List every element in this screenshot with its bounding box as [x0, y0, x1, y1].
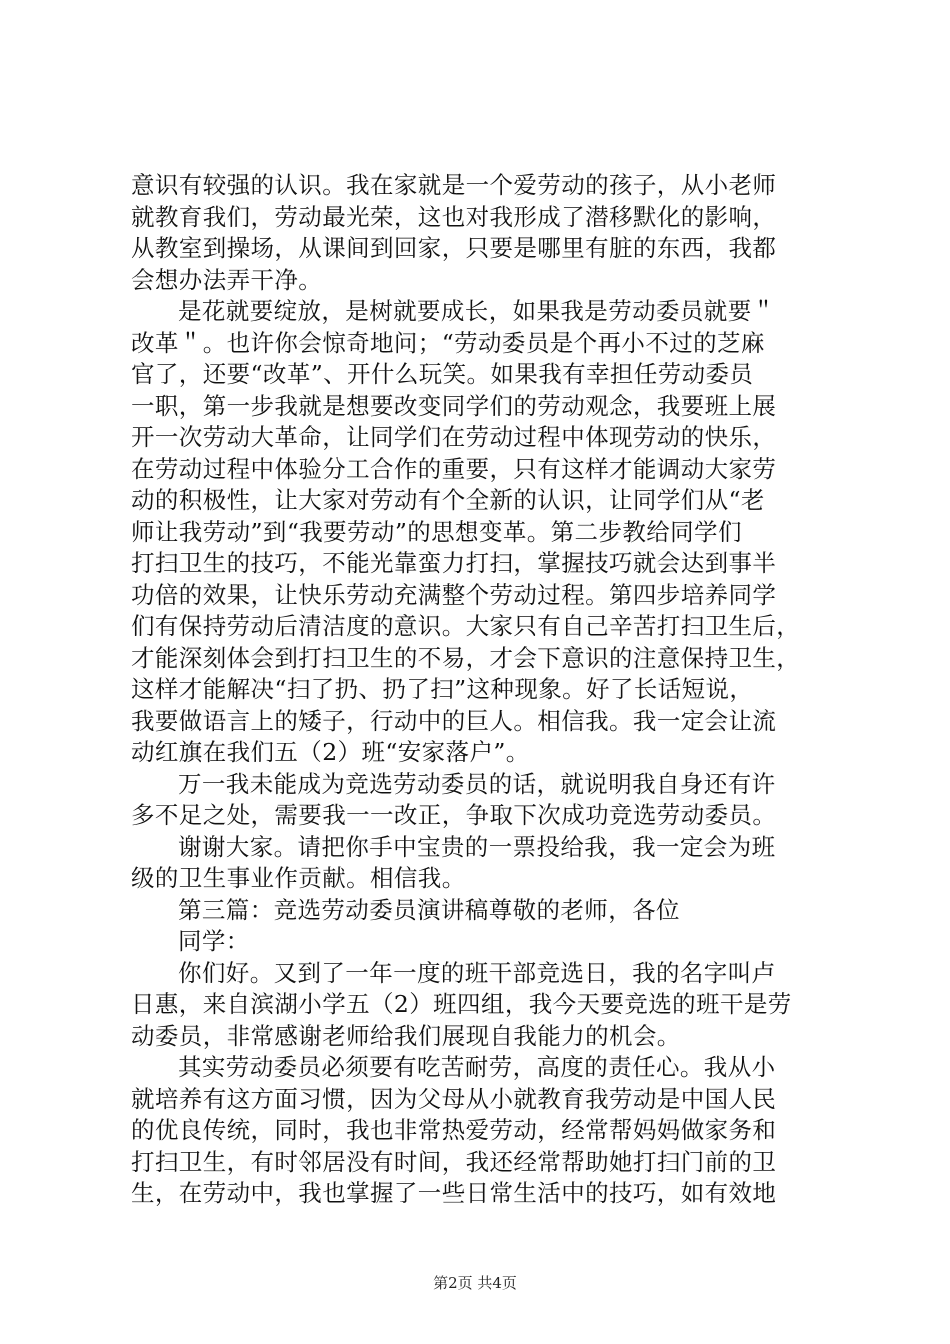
text-line: 的优良传统，同时，我也非常热爱劳动，经常帮妈妈做家务和	[131, 1116, 777, 1144]
document-body	[131, 170, 831, 1210]
text-line: 意识有较强的认识。我在家就是一个爱劳动的孩子，从小老师	[131, 171, 777, 199]
text-line: 万一我未能成为竞选劳动委员的话，就说明我自身还有许	[178, 769, 776, 798]
text-line: 同学：	[178, 927, 250, 955]
text-line: 打扫卫生，有时邻居没有时间，我还经常帮助她打扫门前的卫	[131, 1147, 777, 1176]
text-line: 动红旗在我们五（2）班“安家落户”。	[131, 738, 530, 766]
text-line: 其实劳动委员必须要有吃苦耐劳，高度的责任心。我从小	[178, 1053, 776, 1081]
text-line: 生，在劳动中，我也掌握了一些日常生活中的技巧，如有效地	[131, 1179, 777, 1207]
text-line: 第三篇：竞选劳动委员演讲稿尊敬的老师，各位	[178, 895, 680, 924]
text-line: 打扫卫生的技巧，不能光靠蛮力打扫，掌握技巧就会达到事半	[131, 549, 777, 577]
text-line: 日惠，来自滨湖小学五（2）班四组，我今天要竞选的班干是劳	[131, 990, 792, 1018]
text-line: 会想办法弄干净。	[131, 265, 323, 294]
text-line: 就教育我们，劳动最光荣，这也对我形成了潜移默化的影响，	[131, 202, 777, 231]
text-line: 是花就要绽放，是树就要成长，如果我是劳动委员就要＂	[178, 297, 776, 325]
text-line: 你们好。又到了一年一度的班干部竞选日，我的名字叫卢	[178, 958, 776, 987]
page-footer: 第2页 共4页	[433, 1274, 517, 1292]
text-line: 们有保持劳动后清洁度的意识。大家只有自己辛苦打扫卫生后，	[131, 612, 801, 640]
text-line: 改革＂。也许你会惊奇地问；“劳动委员是个再小不过的芝麻	[131, 328, 765, 357]
text-line: 动的积极性，让大家对劳动有个全新的认识，让同学们从“老	[131, 486, 765, 514]
text-line: 级的卫生事业作贡献。相信我。	[131, 864, 466, 892]
text-line: 我要做语言上的矮子，行动中的巨人。相信我。我一定会让流	[131, 706, 777, 735]
text-line: 从教室到操场，从课间到回家，只要是哪里有脏的东西，我都	[131, 234, 777, 262]
text-line: 这样才能解决“扫了扔、扔了扫”这种现象。好了长话短说，	[131, 675, 754, 703]
text-line: 才能深刻体会到打扫卫生的不易，才会下意识的注意保持卫生，	[131, 643, 801, 672]
text-line: 功倍的效果，让快乐劳动充满整个劳动过程。第四步培养同学	[131, 580, 777, 609]
text-line: 官了，还要“改革”、开什么玩笑。如果我有幸担任劳动委员	[131, 360, 754, 388]
text-line: 师让我劳动”到“我要劳动”的思想变革。第二步教给同学们	[131, 517, 742, 546]
text-line: 开一次劳动大革命，让同学们在劳动过程中体现劳动的快乐，	[131, 423, 777, 451]
text-line: 多不足之处，需要我一一改正，争取下次成功竞选劳动委员。	[131, 801, 777, 829]
text-line: 谢谢大家。请把你手中宝贵的一票投给我，我一定会为班	[178, 832, 776, 861]
text-line: 在劳动过程中体验分工合作的重要，只有这样才能调动大家劳	[131, 454, 777, 483]
text-line: 就培养有这方面习惯，因为父母从小就教育我劳动是中国人民	[131, 1084, 777, 1113]
text-line: 动委员，非常感谢老师给我们展现自我能力的机会。	[131, 1021, 681, 1050]
text-line: 一职，第一步我就是想要改变同学们的劳动观念，我要班上展	[131, 391, 777, 420]
